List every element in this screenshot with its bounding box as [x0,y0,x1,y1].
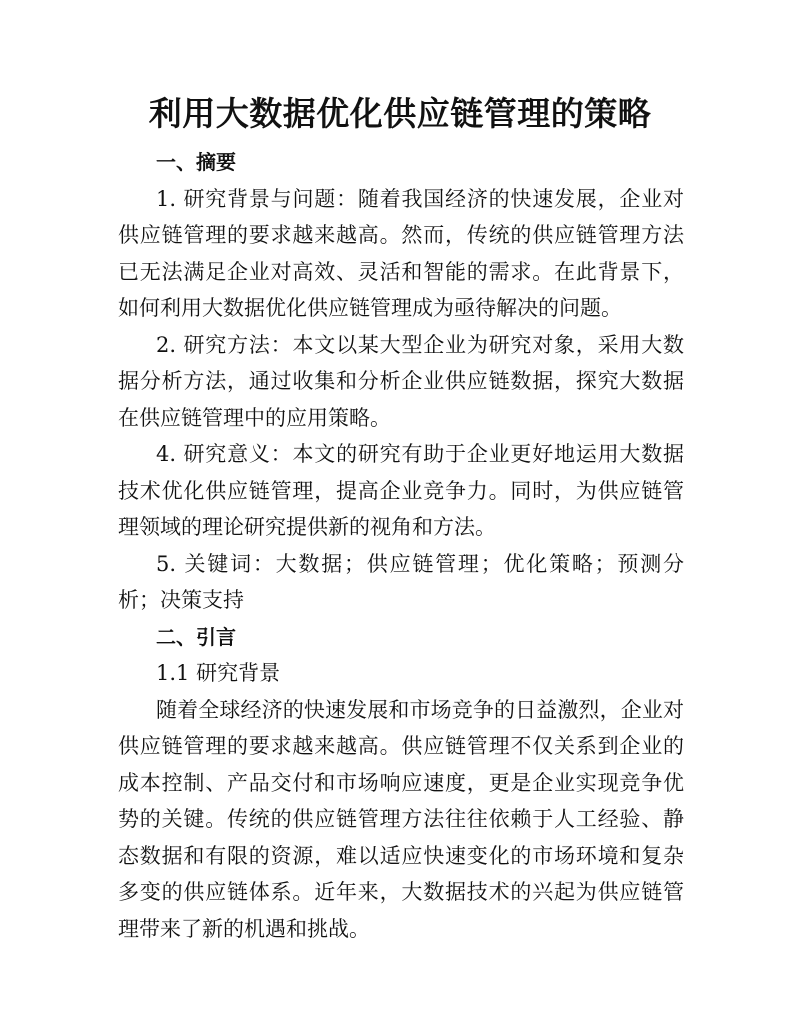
abstract-item-significance: 4. 研究意义：本文的研究有助于企业更好地运用大数据技术优化供应链管理，提高企业竞争力。同时，为供应链管理领域的理论研究提供新的视角和方法。 [118,442,684,539]
document-body [118,144,684,947]
section-heading: 一、摘要 [156,150,236,174]
abstract-item-method: 2. 研究方法：本文以某大型企业为研究对象，采用大数据分析方法，通过收集和分析企业供应链数据，探究大数据在供应链管理中的应用策略。 [118,332,684,430]
abstract-item-background: 1. 研究背景与问题：随着我国经济的快速发展，企业对供应链管理的要求越来越高。然而，传统的供应链管理方法已无法满足企业对高效、灵活和智能的需求。在此背景下，如何利用大数据优化供应链管理成为亟待解决的问题。 [118,186,684,320]
subsection-heading: 1.1 研究背景 [156,661,281,685]
document-title: 利用大数据优化供应链管理的策略 [148,94,652,133]
section-heading: 二、引言 [156,624,236,649]
section-introduction [118,619,684,948]
section-abstract [118,144,684,619]
abstract-item-keywords: 5. 关键词：大数据；供应链管理；优化策略；预测分析；决策支持 [118,551,684,612]
introduction-paragraph: 随着全球经济的快速发展和市场竞争的日益激烈，企业对供应链管理的要求越来越高。供应链管理不仅关系到企业的成本控制、产品交付和市场响应速度，更是企业实现竞争优势的关键。传统的供应链管理方法往往依赖于人工经验、静态数据和有限的资源，难以适应快速变化的市场环境和复杂多变的供应链体系。近年来，大数据技术的兴起为供应链管理带来了新的机遇和挑战。 [118,697,684,941]
